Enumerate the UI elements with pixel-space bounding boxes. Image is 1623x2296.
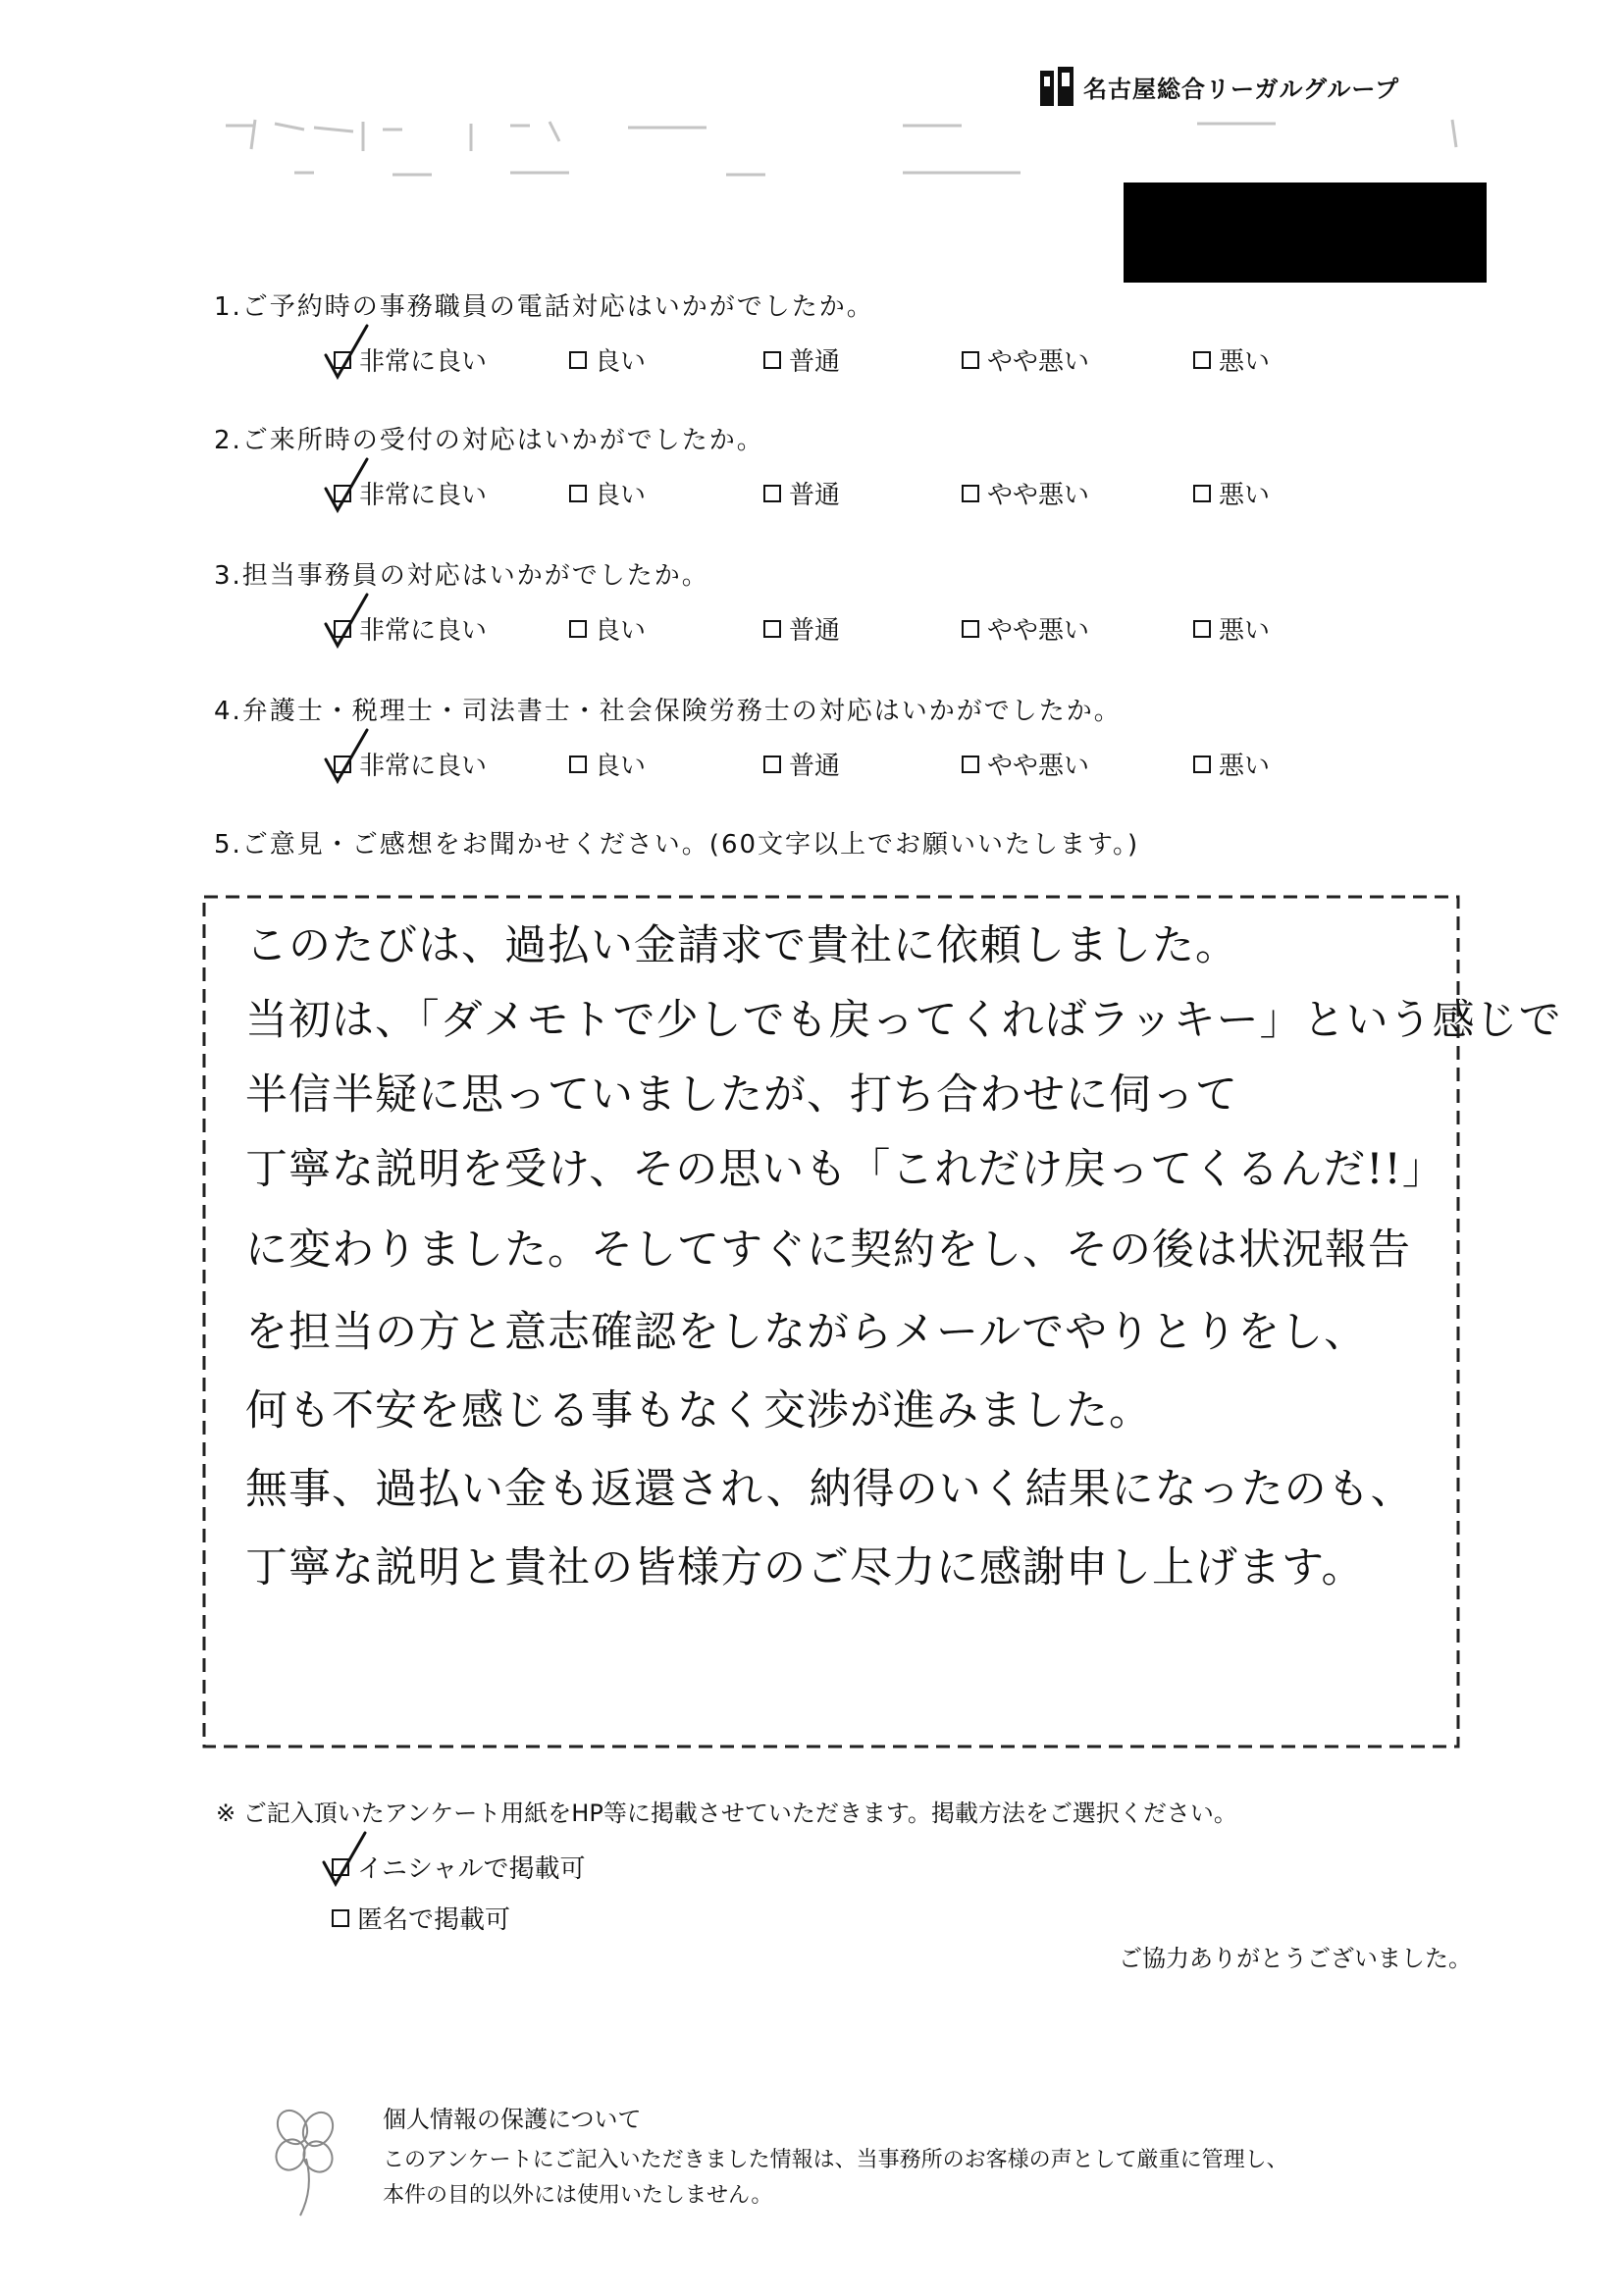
rating-option-label: 普通 <box>789 347 841 377</box>
question-label: 1.ご予約時の事務職員の電話対応はいかがでしたか。 <box>214 292 874 322</box>
rating-option[interactable] <box>1193 475 1270 511</box>
rating-option-label: やや悪い <box>987 347 1090 377</box>
building-logo-icon <box>1038 65 1077 108</box>
checkbox[interactable] <box>569 351 587 369</box>
thanks-message: ご協力ありがとうございました。 <box>1119 1945 1472 1972</box>
checkbox[interactable] <box>569 620 587 638</box>
rating-option-label: 普通 <box>789 616 841 646</box>
checkbox[interactable] <box>334 756 351 773</box>
comment-line: を担当の方と意志確認をしながらメールでやりとりをし、 <box>245 1308 1368 1357</box>
rating-option-label: 悪い <box>1219 347 1271 377</box>
comment-line: このたびは、過払い金請求で貴社に依頼しました。 <box>245 921 1238 970</box>
redacted-block <box>1124 183 1487 283</box>
checkbox[interactable] <box>334 485 351 502</box>
rating-option-label: 良い <box>595 347 647 377</box>
rating-option-label: 良い <box>595 752 647 781</box>
privacy-body-line: 本件の目的以外には使用いたしません。 <box>383 2183 773 2208</box>
rating-option-label: 非常に良い <box>359 347 488 377</box>
checkbox[interactable] <box>962 620 979 638</box>
rating-option[interactable] <box>569 610 646 647</box>
publication-option-label: 匿名で掲載可 <box>357 1905 511 1935</box>
comment-line: 何も不安を感じる事もなく交渉が進みました。 <box>245 1386 1152 1435</box>
checkbox[interactable] <box>962 485 979 502</box>
rating-option-label: やや悪い <box>987 752 1090 781</box>
rating-option-label: 悪い <box>1219 616 1271 646</box>
rating-option[interactable] <box>1193 341 1270 378</box>
company-logo <box>1038 65 1399 108</box>
faint-header-remnant <box>216 116 1492 186</box>
company-name: 名古屋総合リーガルグループ <box>1083 75 1400 103</box>
rating-option-label: 良い <box>595 481 647 510</box>
question-label: 4.弁護士・税理士・司法書士・社会保険労務士の対応はいかがでしたか。 <box>214 697 1122 726</box>
checkbox[interactable] <box>1193 351 1211 369</box>
rating-option[interactable] <box>334 341 487 378</box>
checkbox[interactable] <box>962 756 979 773</box>
rating-option[interactable] <box>763 610 840 647</box>
rating-option-label: 悪い <box>1219 752 1271 781</box>
rating-option[interactable] <box>1193 746 1270 782</box>
comment-line: 当初は、「ダメモトで少しでも戻ってくればラッキー」という感じで <box>245 996 1562 1045</box>
checkbox[interactable] <box>334 620 351 638</box>
checkbox[interactable] <box>1193 756 1211 773</box>
checkbox[interactable] <box>763 351 781 369</box>
rating-option[interactable] <box>962 475 1089 511</box>
clover-icon <box>257 2100 355 2218</box>
checkbox[interactable] <box>332 1909 349 1927</box>
rating-option[interactable] <box>763 746 840 782</box>
question-label: 2.ご来所時の受付の対応はいかがでしたか。 <box>214 426 764 455</box>
checkbox[interactable] <box>569 756 587 773</box>
comment-line: 丁寧な説明と貴社の皆様方のご尽力に感謝申し上げます。 <box>245 1543 1365 1592</box>
rating-option[interactable] <box>569 475 646 511</box>
rating-option[interactable] <box>334 475 487 511</box>
checkbox[interactable] <box>763 620 781 638</box>
publication-option[interactable] <box>332 1849 585 1885</box>
checkbox[interactable] <box>962 351 979 369</box>
rating-option-label: やや悪い <box>987 616 1090 646</box>
publication-notice: ※ ご記入頂いたアンケート用紙をHP等に掲載させていただきます。掲載方法をご選択ください。 <box>216 1800 1237 1827</box>
rating-option[interactable] <box>962 341 1089 378</box>
comment-line: 無事、過払い金も返還され、納得のいく結果になったのも、 <box>245 1465 1414 1514</box>
rating-option[interactable] <box>763 341 840 378</box>
rating-option-label: やや悪い <box>987 481 1090 510</box>
publication-option[interactable] <box>332 1900 510 1936</box>
publication-option-label: イニシャルで掲載可 <box>357 1854 586 1884</box>
rating-option-label: 非常に良い <box>359 752 488 781</box>
privacy-title: 個人情報の保護について <box>383 2106 642 2133</box>
checkbox[interactable] <box>1193 485 1211 502</box>
checkbox[interactable] <box>763 485 781 502</box>
rating-option[interactable] <box>334 610 487 647</box>
rating-option[interactable] <box>334 746 487 782</box>
rating-option[interactable] <box>569 746 646 782</box>
comment-question-label: 5.ご意見・ご感想をお聞かせください。(60文字以上でお願いいたします。) <box>214 830 1140 860</box>
rating-option[interactable] <box>962 610 1089 647</box>
rating-option-label: 良い <box>595 616 647 646</box>
comment-line: 丁寧な説明を受け、その思いも「これだけ戻ってくるんだ!!」 <box>245 1145 1445 1194</box>
checkbox[interactable] <box>1193 620 1211 638</box>
checkbox[interactable] <box>334 351 351 369</box>
checkbox[interactable] <box>332 1858 349 1876</box>
rating-option-label: 非常に良い <box>359 616 488 646</box>
rating-option[interactable] <box>1193 610 1270 647</box>
checkbox[interactable] <box>763 756 781 773</box>
comment-line: 半信半疑に思っていましたが、打ち合わせに伺って <box>245 1070 1238 1120</box>
rating-option[interactable] <box>569 341 646 378</box>
rating-option-label: 普通 <box>789 752 841 781</box>
privacy-body-line: このアンケートにご記入いただきました情報は、当事務所のお客様の声として厳重に管理し、 <box>383 2148 1288 2172</box>
comment-line: に変わりました。そしてすぐに契約をし、その後は状況報告 <box>245 1226 1411 1275</box>
rating-option-label: 普通 <box>789 481 841 510</box>
rating-option[interactable] <box>763 475 840 511</box>
question-label: 3.担当事務員の対応はいかがでしたか。 <box>214 561 709 591</box>
rating-option-label: 悪い <box>1219 481 1271 510</box>
rating-option[interactable] <box>962 746 1089 782</box>
checkbox[interactable] <box>569 485 587 502</box>
rating-option-label: 非常に良い <box>359 481 488 510</box>
